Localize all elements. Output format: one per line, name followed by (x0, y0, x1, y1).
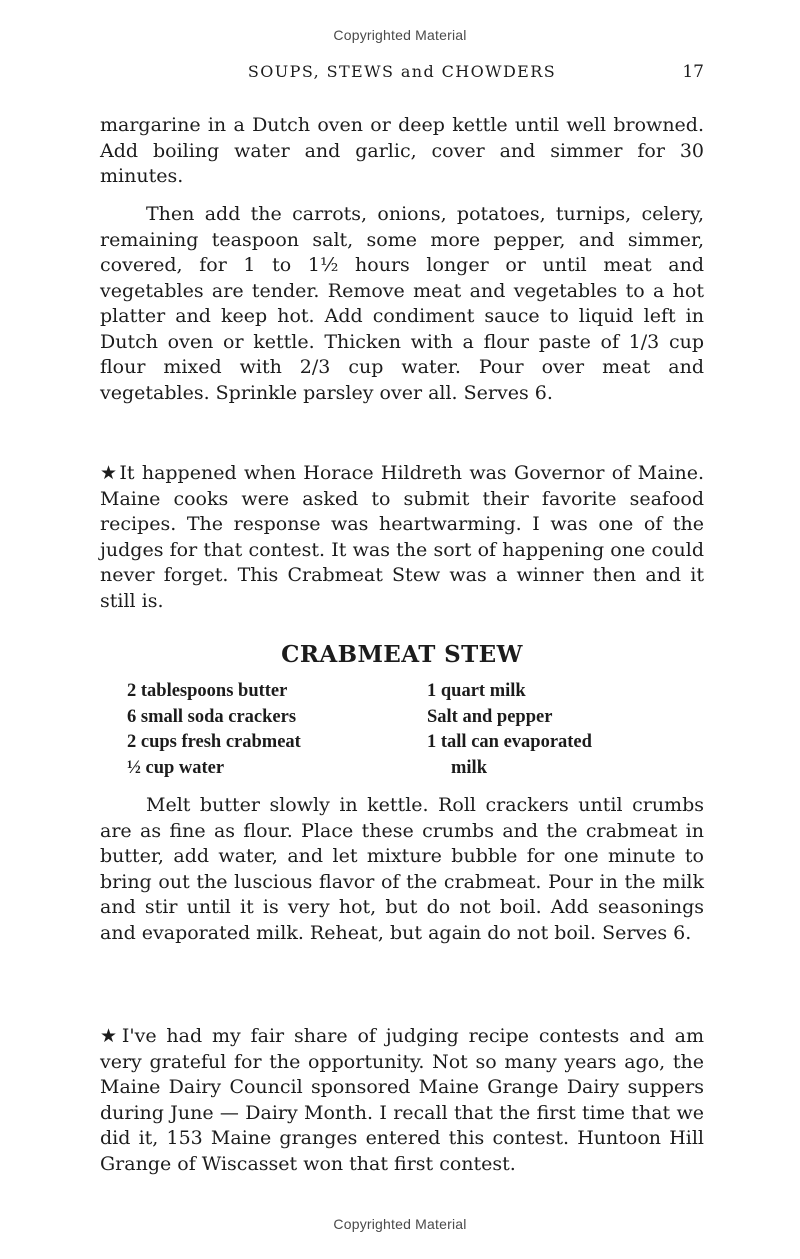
paragraph-anecdote-dairy (100, 1024, 704, 1177)
ingredient-item: 6 small soda crackers (127, 706, 297, 727)
page-number: 17 (682, 62, 704, 82)
ingredient-item: 2 cups fresh crabmeat (127, 732, 301, 752)
star-icon: ★ (100, 1025, 121, 1047)
paragraph-continuation (100, 113, 704, 190)
running-header (100, 62, 704, 86)
ingredient-column-right (427, 679, 592, 781)
paragraph-text: margarine in a Dutch oven or deep kettle until well browned. Add boiling water and garlic, cover and simmer for 30 minutes. (100, 114, 704, 187)
paragraph-text: Melt butter slowly in kettle. Roll crackers until crumbs are as fine as flour. Place these crumbs and the crabmeat in butter, add water, and let mixture bubble for one minute to bring out the luscious flavor of the crabmeat. Pour in the milk and stir until it is very hot, but do not boil. Add seasonings and evaporated milk. Reheat, but again do not boil. Serves 6. (100, 794, 704, 944)
paragraph-recipe-method (100, 793, 704, 946)
ingredient-item-continuation: milk (451, 757, 487, 778)
ingredient-item: 1 quart milk (427, 681, 526, 701)
ingredient-column-left (127, 679, 301, 781)
copyright-notice-bottom: Copyrighted Material (333, 1216, 467, 1232)
ingredient-item: 2 tablespoons butter (127, 681, 288, 701)
star-icon: ★ (100, 462, 119, 484)
recipe-title: CRABMEAT STEW (281, 641, 523, 668)
ingredient-item: 1 tall can evaporated (427, 732, 592, 752)
ingredient-item: Salt and pepper (427, 706, 553, 727)
paragraph-text: Then add the carrots, onions, potatoes, turnips, celery, remaining teaspoon salt, some more pepper, and simmer, covered, for 1 to 1½ hours longer or until meat and vegetables are tender. Remove meat and vegetables to a hot platter and keep hot. Add condiment sauce to liquid left in Dutch oven or kettle. Thicken with a flour paste of 1/3 cup flour mixed with 2/3 cup water. Pour over meat and vegetables. Sprinkle parsley over all. Serves 6. (100, 203, 704, 404)
paragraph-instructions (100, 202, 704, 406)
ingredient-item: ½ cup water (127, 757, 225, 778)
paragraph-text: It happened when Horace Hildreth was Governor of Maine. Maine cooks were asked to submit their favorite seafood recipes. The response was heartwarming. I was one of the judges for that contest. It was the sort of happening one could never forget. This Crabmeat Stew was a winner then and it still is. (100, 462, 704, 612)
copyright-notice-top: Copyrighted Material (333, 27, 467, 43)
running-head-title: SOUPS, STEWS and CHOWDERS (247, 62, 557, 81)
paragraph-anecdote-crabmeat (100, 461, 704, 614)
paragraph-text: I've had my fair share of judging recipe contests and am very grateful for the opportunity. Not so many years ago, the Maine Dairy Council sponsored Maine Grange Dairy suppers during June — Dairy Month. I recall that the first time that we did it, 153 Maine granges entered this contest. Huntoon Hill Grange of Wiscasset won that first contest. (100, 1025, 704, 1175)
